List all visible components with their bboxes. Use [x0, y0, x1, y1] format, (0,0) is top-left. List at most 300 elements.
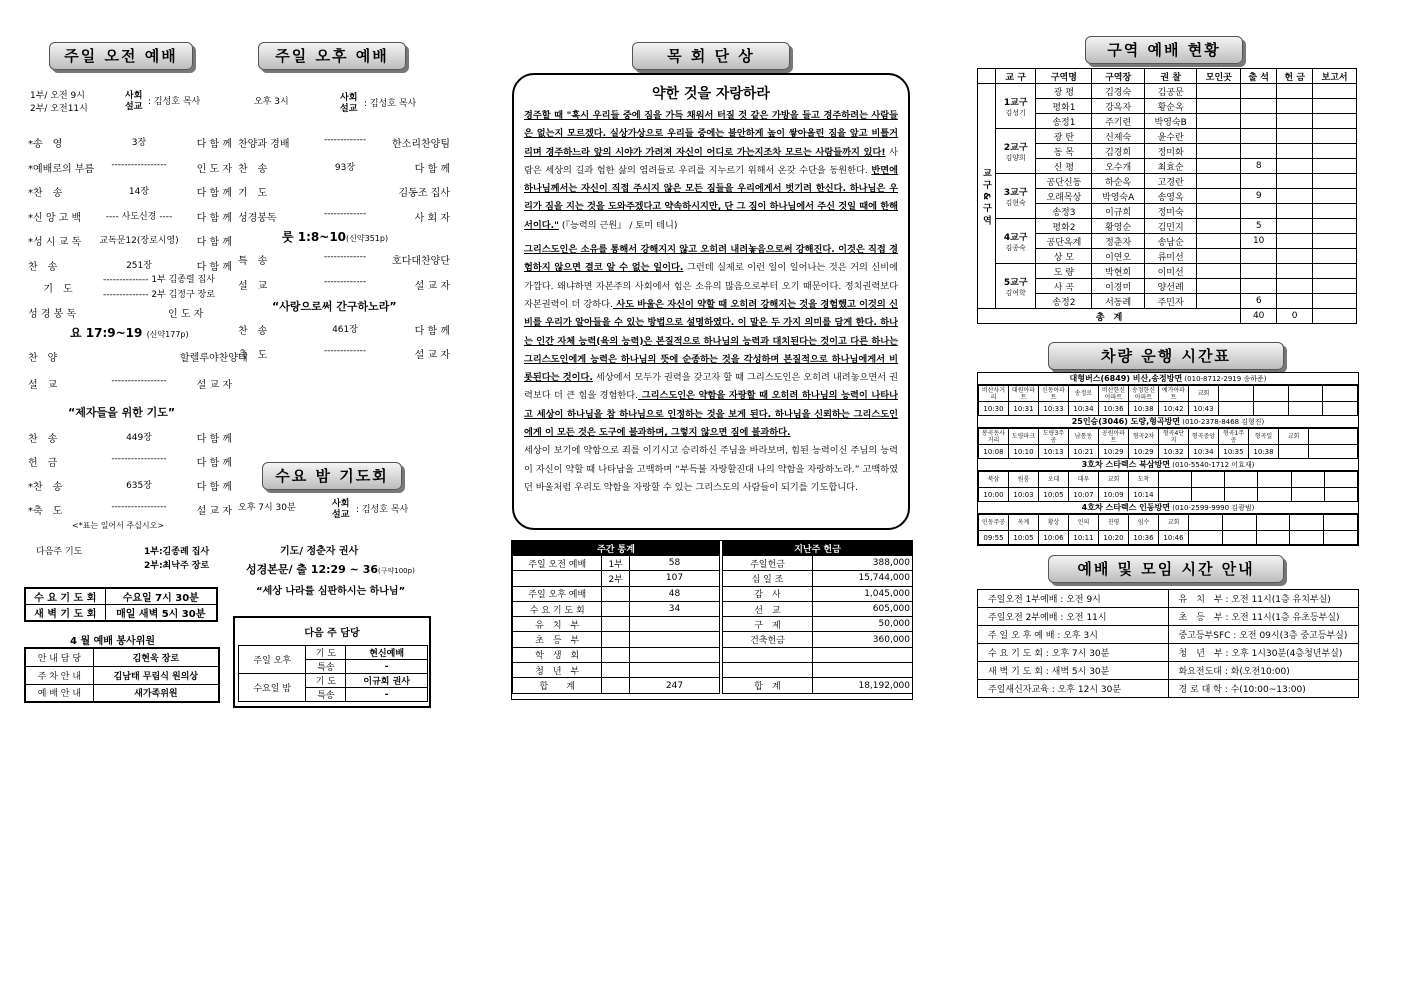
district-cell: 송영옥 [1144, 189, 1197, 204]
order-item: *성 시 교 독 [28, 237, 82, 248]
stats-label: 합 계 [513, 678, 602, 693]
district-cell [1313, 279, 1357, 294]
district-cell: 신제숙 [1092, 129, 1144, 144]
district-cell [1313, 264, 1357, 279]
am-next-label: 다음주 기도 [36, 547, 83, 557]
order-leader: 다 함 께 [414, 163, 450, 175]
stats-value [630, 647, 720, 662]
car-stop: 형곡4단지 [1159, 429, 1189, 445]
service-person: 김현욱 장로 [93, 648, 219, 666]
order-value: ----------------- [111, 159, 167, 170]
stats-value: 58 [630, 556, 720, 571]
district-cell: 이미선 [1144, 264, 1197, 279]
stats-label: 학 생 회 [513, 647, 602, 662]
district-cell [1197, 249, 1241, 264]
car-stop: 오대 [1039, 472, 1069, 488]
district-cell [1313, 294, 1357, 309]
service-role: 안 내 담 당 [25, 648, 93, 666]
district-cell [1241, 174, 1277, 189]
next-week-role: 기 도 [306, 674, 346, 688]
stats-sub [602, 617, 630, 632]
car-time [1189, 531, 1223, 545]
order-item: *찬 송 [28, 188, 63, 199]
stats-row [513, 586, 720, 601]
district-cell [1313, 219, 1357, 234]
order-value: 461장 [332, 325, 358, 335]
car-stops-row [979, 429, 1358, 445]
car-stop: 임수 [1129, 515, 1159, 531]
order-row [28, 135, 232, 150]
district-cell: 송남순 [1144, 234, 1197, 249]
district-cell [1277, 84, 1313, 99]
order-leader: 설 교 자 [414, 350, 450, 361]
order-value: ----------------- [111, 376, 167, 386]
order-row [28, 376, 232, 391]
district-cell [1277, 294, 1313, 309]
car-time [1291, 488, 1324, 502]
prayer-row [25, 605, 217, 622]
car-route-table [978, 385, 1358, 416]
order-value: ----------------- [111, 454, 167, 464]
order-item: *예배로의 부름 [28, 163, 95, 175]
district-cell: 사 곡 [1036, 279, 1092, 294]
car-times-row [979, 488, 1358, 502]
order-row [238, 135, 450, 150]
car-time: 10:13 [1039, 445, 1069, 459]
times-banner: 예배 및 모임 시간 안내 [1048, 555, 1284, 583]
times-row [978, 626, 1359, 644]
stats-row [513, 678, 720, 693]
prayer-name: 수 요 기 도 회 [25, 588, 105, 605]
district-total-offering: 0 [1277, 309, 1313, 324]
car-stop [1288, 386, 1323, 402]
offering-row [723, 556, 913, 571]
car-route-name: 3호차 스타렉스 북삼방면 [1081, 460, 1171, 469]
district-cell: 박현희 [1092, 264, 1144, 279]
next-week-role: 특송 [306, 688, 346, 702]
car-stops-row [979, 472, 1358, 488]
car-stop [1291, 472, 1324, 488]
district-cell: 10 [1241, 234, 1277, 249]
order-value: ------------- [323, 208, 367, 219]
car-stop: 북삼 [979, 472, 1009, 488]
order-row [28, 258, 232, 273]
car-time: 10:10 [1009, 445, 1039, 459]
district-cell: 서동례 [1092, 294, 1144, 309]
district-cell: 주기련 [1092, 114, 1144, 129]
district-cell: 광 평 [1036, 84, 1092, 99]
pm-bible-ref: 룻 1:8~10(신약351p) [282, 230, 389, 244]
district-cell: 양선례 [1144, 279, 1197, 294]
stats-value: 107 [630, 571, 720, 586]
offering-value: 50,000 [813, 617, 913, 632]
car-time: 10:29 [1099, 445, 1129, 459]
order-leader: 다 함 께 [414, 326, 450, 337]
times-right: 유 치 부 : 오전 11시(1층 유치부실) [1168, 590, 1359, 608]
car-route-head [978, 459, 1358, 471]
car-route-head [978, 416, 1358, 428]
next-week-row [239, 674, 428, 688]
order-leader: 다 함 께 [196, 434, 232, 445]
order-leader: 다 함 께 [196, 212, 232, 224]
offering-row [723, 632, 913, 647]
order-leader: 사 회 자 [414, 212, 450, 224]
district-cell [1241, 99, 1277, 114]
order-value: 14장 [128, 187, 150, 197]
pastor-para-3: 세상이 보기에 약함으로 죄를 이기시고 승리하신 주님을 바라보며, 힘된 능력이신 주님의 능력이 자신이 약할 때 나타남을 고백하며 “부득불 자랑할진대 나의 약함을 자랑하노라.” 고백하였던 바울처럼 우리도 약함을 자랑할 수 있는 그리스도의 사람들이 되기를 기도합니다. [524, 445, 898, 493]
stats-value: 48 [630, 586, 720, 601]
offering-row [723, 571, 913, 586]
offering-label: 감 사 [723, 586, 813, 601]
district-cell [1277, 129, 1313, 144]
stats-label: 유 치 부 [513, 617, 602, 632]
offering-row [723, 601, 913, 616]
district-cell [1241, 279, 1277, 294]
order-value: 교독문12(장로시영) [99, 236, 179, 246]
offering-value: 15,744,000 [813, 571, 913, 586]
order-value: 635장 [126, 481, 152, 491]
district-cell: 김경희 [1092, 144, 1144, 159]
order-value [300, 184, 390, 199]
stats-sub [602, 586, 630, 601]
times-left: 새 벽 기 도 회 : 새벽 5시 30분 [978, 662, 1169, 680]
district-cell [1277, 99, 1313, 114]
car-time [1222, 531, 1256, 545]
offering-label: 합 계 [723, 678, 813, 693]
car-stop [1159, 472, 1192, 488]
times-left: 수 요 기 도 회 : 오후 7시 30분 [978, 644, 1169, 662]
car-stop: 교회 [1159, 515, 1189, 531]
service-person: 김남태 무림식 원의상 [93, 666, 219, 684]
next-week-table [238, 645, 428, 702]
car-stop [1253, 386, 1288, 402]
district-cell [1277, 114, 1313, 129]
district-cell [1241, 204, 1277, 219]
order-item: 성경봉독 [238, 212, 277, 224]
car-time: 10:30 [979, 402, 1009, 416]
order-value: 449장 [126, 433, 152, 443]
next-week-person: - [346, 660, 428, 674]
district-group [996, 129, 1036, 174]
car-time: 10:38 [1129, 402, 1159, 416]
order-leader: 한소리찬양팀 [392, 139, 450, 150]
car-stop: 옥계 [1009, 515, 1039, 531]
order-item: 찬 양 [28, 353, 58, 364]
offering-value: 18,192,000 [813, 678, 913, 693]
next-week-row [239, 646, 428, 660]
district-group-name: 4교구 [1003, 232, 1028, 243]
times-table [977, 589, 1359, 698]
times-right: 초 등 부 : 오전 11시(1층 유초등부실) [1168, 608, 1359, 626]
next-week-person: 현신예배 [346, 646, 428, 660]
offering-row [723, 678, 913, 693]
offering-row [723, 586, 913, 601]
times-right: 중고등부SFC : 오전 09시(3층 중고등부실) [1168, 626, 1359, 644]
order-leader: 다 함 께 [196, 458, 232, 469]
order-leader: 호다대찬양단 [392, 256, 450, 267]
district-cell: 박영숙B [1144, 114, 1197, 129]
service-table [24, 647, 220, 703]
offering-label: 선 교 [723, 601, 813, 616]
service-role: 예 배 안 내 [25, 684, 93, 702]
district-cell [1197, 204, 1241, 219]
district-cell [1197, 144, 1241, 159]
district-group-name: 5교구 [1003, 277, 1028, 288]
district-table [977, 68, 1357, 324]
order-row [238, 322, 450, 337]
district-cell [1277, 144, 1313, 159]
car-stop: 봉곡동사거리 [979, 429, 1009, 445]
car-stop [1258, 472, 1291, 488]
stats-left-table: 주간 통계 주일 오전 예배 1부 58 2부 107 주일 오후 예배 48 수 요 기 도 회 34 유 치 부 초 등 부 학 생 회 청 년 부 합 계 247 [512, 541, 720, 694]
district-cell: 류미선 [1144, 249, 1197, 264]
times-row [978, 680, 1359, 698]
district-cell [1197, 234, 1241, 249]
pm-service-banner: 주일 오후 예배 [258, 42, 406, 70]
stats-sub [602, 632, 630, 647]
stats-label [513, 571, 602, 586]
stats-sub [602, 647, 630, 662]
pastor-para-1: 경주할 때 "혹시 우리들 중에 짐을 가득 채워서 터질 것 같은 가방을 들고 경주하려는 사람들은 없는지 모르겠다. 실상가상으로 우리들 중에는 불안하게 높이 쌓아올린 짐을 앞고 비틀거리며 경주하느라 앞의 시야가 가려져 자신이 어디로 가는지조차 모르는 사람들까지 있다! 사람은 세상의 길과 험한 삶의 염려들로 우리를 지누르기 위해서 온갖 수단을 동원한다. 반면에 하나님께서는 자신이 직접 주시지 않은 모든 짐들을 우리에게서 벗기려 한신다. 하나님은 우리가 짐을 지는 것을 도와주겠다고 약속하시지만, 단 그 짐이 하나님에서 주신 것일 때에 한해서이다." (『능력의 근원』 / 토미 테니) [524, 110, 898, 231]
am-bible-leader: 인 도 자 [168, 309, 204, 320]
times-left: 주 일 오 후 예 배 : 오후 3시 [978, 626, 1169, 644]
next-week-role: 특송 [306, 660, 346, 674]
car-route-phone: (010-8712-2919 송하준) [1182, 375, 1267, 383]
order-item: 특 송 [238, 256, 268, 267]
stats-value [630, 632, 720, 647]
car-times-row [979, 402, 1358, 416]
car-stop [1219, 386, 1254, 402]
wed-bible: 성경본문/ 출 12:29 ~ 36(구약100p) [246, 563, 415, 576]
district-cell [1313, 84, 1357, 99]
district-row [978, 174, 1357, 189]
stats-value [630, 663, 720, 678]
district-cell: 황영순 [1092, 219, 1144, 234]
district-group-leader: 김여학 [1005, 288, 1026, 297]
district-header: 구역명 [1036, 69, 1092, 84]
district-cell [1277, 264, 1313, 279]
car-times-row [979, 445, 1358, 459]
car-time: 10:03 [1009, 488, 1039, 502]
car-route-head [978, 502, 1358, 514]
district-cell [1313, 129, 1357, 144]
district-cell: 상 모 [1036, 249, 1092, 264]
order-row [238, 346, 450, 361]
car-time: 10:06 [1039, 531, 1069, 545]
offering-row [723, 647, 913, 662]
car-time: 10:20 [1099, 531, 1129, 545]
times-left: 주일오전 1부예배 : 오전 9시 [978, 590, 1169, 608]
car-stop: 형곡1주공 [1219, 429, 1249, 445]
district-cell [1197, 219, 1241, 234]
prayer-row [25, 588, 217, 605]
order-row [28, 502, 232, 517]
car-stop: 황상 [1039, 515, 1069, 531]
district-cell: 하순옥 [1092, 174, 1144, 189]
order-item: 찬 송 [28, 261, 58, 273]
offering-label [723, 663, 813, 678]
district-header: 헌 금 [1277, 69, 1313, 84]
district-cell [1313, 189, 1357, 204]
offering-value: 605,000 [813, 601, 913, 616]
district-cell: 송정3 [1036, 204, 1092, 219]
car-time: 10:36 [1099, 402, 1129, 416]
stats-row [513, 556, 720, 571]
am-note: <*표는 일어서 주십시오> [72, 521, 165, 530]
order-leader: 다 함 께 [196, 261, 232, 273]
district-cell: 윤수란 [1144, 129, 1197, 144]
offering-label [723, 647, 813, 662]
car-stop [1222, 515, 1256, 531]
district-group [996, 264, 1036, 309]
car-route-table [978, 428, 1358, 459]
district-cell: 송정2 [1036, 294, 1092, 309]
district-cell: 동 목 [1036, 144, 1092, 159]
stats-value [630, 617, 720, 632]
am-next-1: 1부:김종례 집사 [144, 547, 210, 557]
district-side: 교 구 & 구 역 [978, 84, 996, 309]
prayer-schedule-table [24, 587, 218, 622]
car-route-name: 대형버스(6849) 비산,송정방면 [1069, 374, 1183, 383]
car-route-table [978, 514, 1358, 545]
district-cell [1197, 279, 1241, 294]
district-cell [1241, 144, 1277, 159]
order-row [238, 184, 450, 199]
district-cell: 공단옥계 [1036, 234, 1092, 249]
order-leader: 인 도 자 [196, 163, 232, 175]
car-time [1309, 445, 1358, 459]
order-value: ------------- [323, 276, 367, 287]
car-stop [1324, 515, 1358, 531]
car-route-phone: (010-5540-1712 이효재) [1170, 461, 1255, 469]
district-row [978, 264, 1357, 279]
district-header: 모인곳 [1197, 69, 1241, 84]
car-time [1324, 488, 1357, 502]
service-role: 주 차 안 내 [25, 666, 93, 684]
pastor-column-title: 약한 것을 자랑하라 [652, 86, 770, 102]
district-header: 출 석 [1241, 69, 1277, 84]
service-row [25, 648, 219, 666]
order-leader: 설 교 자 [196, 380, 232, 391]
car-stop: 형곡일 [1249, 429, 1279, 445]
wed-service-banner: 수요 밤 기도회 [262, 462, 402, 490]
district-group [996, 174, 1036, 219]
district-cell [1277, 234, 1313, 249]
car-stop: 비산사거리 [979, 386, 1009, 402]
am-bible-label: 성 경 봉 독 [28, 309, 77, 320]
district-row [978, 84, 1357, 99]
district-group-name: 1교구 [1003, 97, 1028, 108]
district-cell [1197, 129, 1241, 144]
district-cell: 최효순 [1144, 159, 1197, 174]
district-group-name: 2교구 [1003, 142, 1028, 153]
car-schedule [977, 372, 1359, 546]
district-cell [1313, 234, 1357, 249]
district-total-row [978, 309, 1357, 324]
car-stop [1324, 472, 1357, 488]
car-stop [1225, 472, 1258, 488]
offering-label: 십 일 조 [723, 571, 813, 586]
car-time [1159, 488, 1192, 502]
wed-pray: 기도/ 정춘자 권사 [280, 546, 359, 557]
order-item: *축 도 [28, 506, 63, 517]
car-time: 10:43 [1189, 402, 1219, 416]
district-row [978, 219, 1357, 234]
times-right: 청 년 부 : 오후 1시30분(4층청년부실) [1168, 644, 1359, 662]
district-cell: 8 [1241, 159, 1277, 174]
district-cell [1197, 99, 1241, 114]
district-cell [1313, 114, 1357, 129]
district-cell [1241, 129, 1277, 144]
am-service-banner: 주일 오전 예배 [49, 42, 193, 70]
district-group [996, 219, 1036, 264]
car-time: 10:05 [1009, 531, 1039, 545]
district-cell [1197, 294, 1241, 309]
car-stop: 원룸 [1009, 472, 1039, 488]
stats-row [513, 647, 720, 662]
order-value: ------------- [323, 135, 367, 145]
offering-value: 360,000 [813, 632, 913, 647]
order-row [28, 233, 232, 248]
order-row [28, 478, 232, 493]
next-week-title: 다음 주 담당 [304, 628, 360, 639]
car-stop: 도량파크 [1009, 429, 1039, 445]
district-cell [1241, 249, 1277, 264]
offering-value: 1,045,000 [813, 586, 913, 601]
district-header: 교 구 [996, 69, 1036, 84]
car-route-table [978, 471, 1358, 502]
district-cell: 도 량 [1036, 264, 1092, 279]
offering-row [723, 663, 913, 678]
order-item: 헌 금 [28, 458, 58, 469]
order-item: 찬 송 [28, 434, 58, 445]
order-value: 3장 [131, 138, 147, 148]
stats-sub: 1부 [602, 556, 630, 571]
order-row [28, 349, 248, 364]
stats-row [513, 632, 720, 647]
next-week-person: 이규희 권사 [346, 674, 428, 688]
district-cell: 정춘자 [1092, 234, 1144, 249]
car-stop: 형곡중앙 [1189, 429, 1219, 445]
car-stop: 교회 [1279, 429, 1309, 445]
times-row [978, 662, 1359, 680]
am-bible-ref: 요 17:9~19 (신약177p) [70, 326, 189, 340]
district-cell [1313, 174, 1357, 189]
car-stop: 송정한신아파트 [1129, 386, 1159, 402]
offering-value [813, 647, 913, 662]
prayer-time: 매일 새벽 5시 30분 [105, 605, 217, 622]
prayer-name: 새 벽 기 도 회 [25, 605, 105, 622]
stats-box [511, 540, 913, 700]
district-cell: 오수개 [1092, 159, 1144, 174]
offering-label: 주일헌금 [723, 556, 813, 571]
stats-label: 청 년 부 [513, 663, 602, 678]
order-row [238, 252, 450, 267]
am-pray-2: -------------- 2부 김정구 장로 [103, 290, 215, 300]
car-time: 10:21 [1069, 445, 1099, 459]
district-cell [1277, 174, 1313, 189]
order-item: *송 영 [28, 139, 63, 150]
district-cell: 5 [1241, 219, 1277, 234]
district-cell [1197, 189, 1241, 204]
order-value: ------------- [323, 252, 367, 262]
district-cell [1277, 219, 1313, 234]
car-stop: 교회 [1189, 386, 1219, 402]
car-time: 10:05 [1039, 488, 1069, 502]
order-leader: 다 함 께 [196, 482, 232, 493]
car-time [1324, 531, 1358, 545]
order-leader: 다 함 께 [196, 237, 232, 248]
